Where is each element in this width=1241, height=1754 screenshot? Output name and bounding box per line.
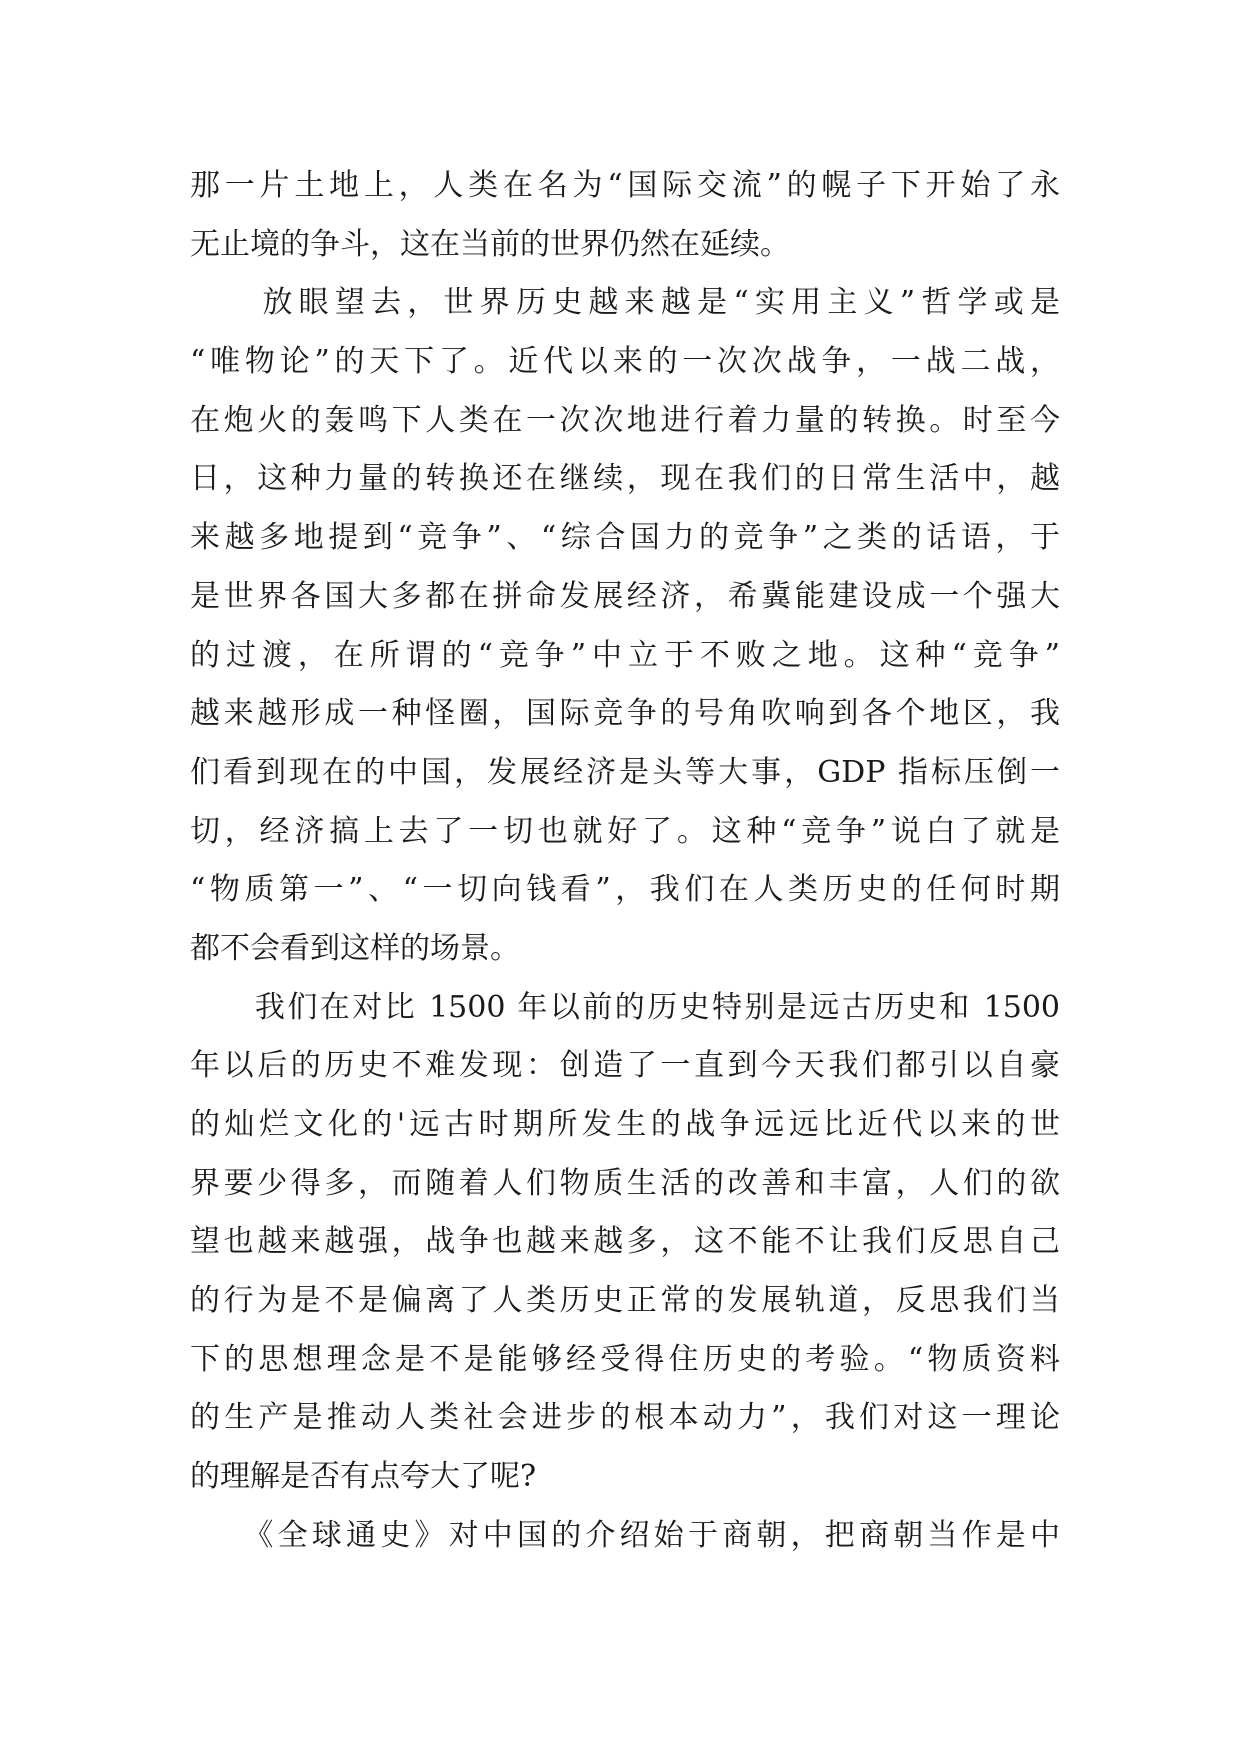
text-line: 年以后的历史不难发现：创造了一直到今天我们都引以自豪 — [190, 1048, 1060, 1084]
text-line: 望也越来越强，战争也越来越多，这不能不让我们反思自己 — [190, 1224, 1060, 1260]
text-line: 的过渡，在所谓的“竞争”中立于不败之地。这种“竞争” — [190, 637, 1060, 673]
text-line: 那一片土地上，人类在名为“国际交流”的幌子下开始了永 — [190, 168, 1060, 203]
text-line: 无止境的争斗，这在当前的世界仍然在延续。 — [190, 226, 790, 262]
text-line: 在炮火的轰鸣下人类在一次次地进行着力量的转换。时至今 — [190, 402, 1060, 438]
text-line: 来越多地提到“竞争”、“综合国力的竞争”之类的话语，于 — [190, 520, 1060, 556]
body-text — [190, 157, 1060, 1566]
text-line: 都不会看到这样的场景。 — [190, 930, 520, 966]
text-line: 切，经济搞上去了一切也就好了。这种“竞争”说白了就是 — [190, 813, 1060, 849]
text-line: 放眼望去，世界历史越来越是“实用主义”哲学或是 — [190, 285, 1060, 321]
text-line: 是世界各国大多都在拼命发展经济，希冀能建设成一个强大 — [190, 578, 1060, 614]
text-line: 界要少得多，而随着人们物质生活的改善和丰富，人们的欲 — [190, 1165, 1060, 1201]
text-line: 我们在对比 1500 年以前的历史特别是远古历史和 1500 — [190, 989, 1060, 1025]
text-line: 的理解是否有点夸大了呢? — [190, 1459, 537, 1495]
text-line: 越来越形成一种怪圈，国际竞争的号角吹响到各个地区，我 — [190, 696, 1060, 732]
text-line: 的生产是推动人类社会进步的根本动力”，我们对这一理论 — [190, 1400, 1060, 1436]
text-line: 下的思想理念是不是能够经受得住历史的考验。“物质资料 — [190, 1341, 1060, 1377]
text-line: “物质第一”、“一切向钱看”，我们在人类历史的任何时期 — [190, 872, 1060, 908]
text-line: 的行为是不是偏离了人类历史正常的发展轨道，反思我们当 — [190, 1283, 1060, 1319]
text-line: 们看到现在的中国，发展经济是头等大事，GDP 指标压倒一 — [190, 754, 1060, 790]
text-line: “唯物论”的天下了。近代以来的一次次战争，一战二战， — [190, 344, 1060, 380]
text-line: 《全球通史》对中国的介绍始于商朝，把商朝当作是中 — [190, 1517, 1060, 1553]
text-line: 的灿烂文化的'远古时期所发生的战争远远比近代以来的世 — [190, 1107, 1060, 1142]
text-line: 日，这种力量的转换还在继续，现在我们的日常生活中，越 — [190, 461, 1060, 497]
